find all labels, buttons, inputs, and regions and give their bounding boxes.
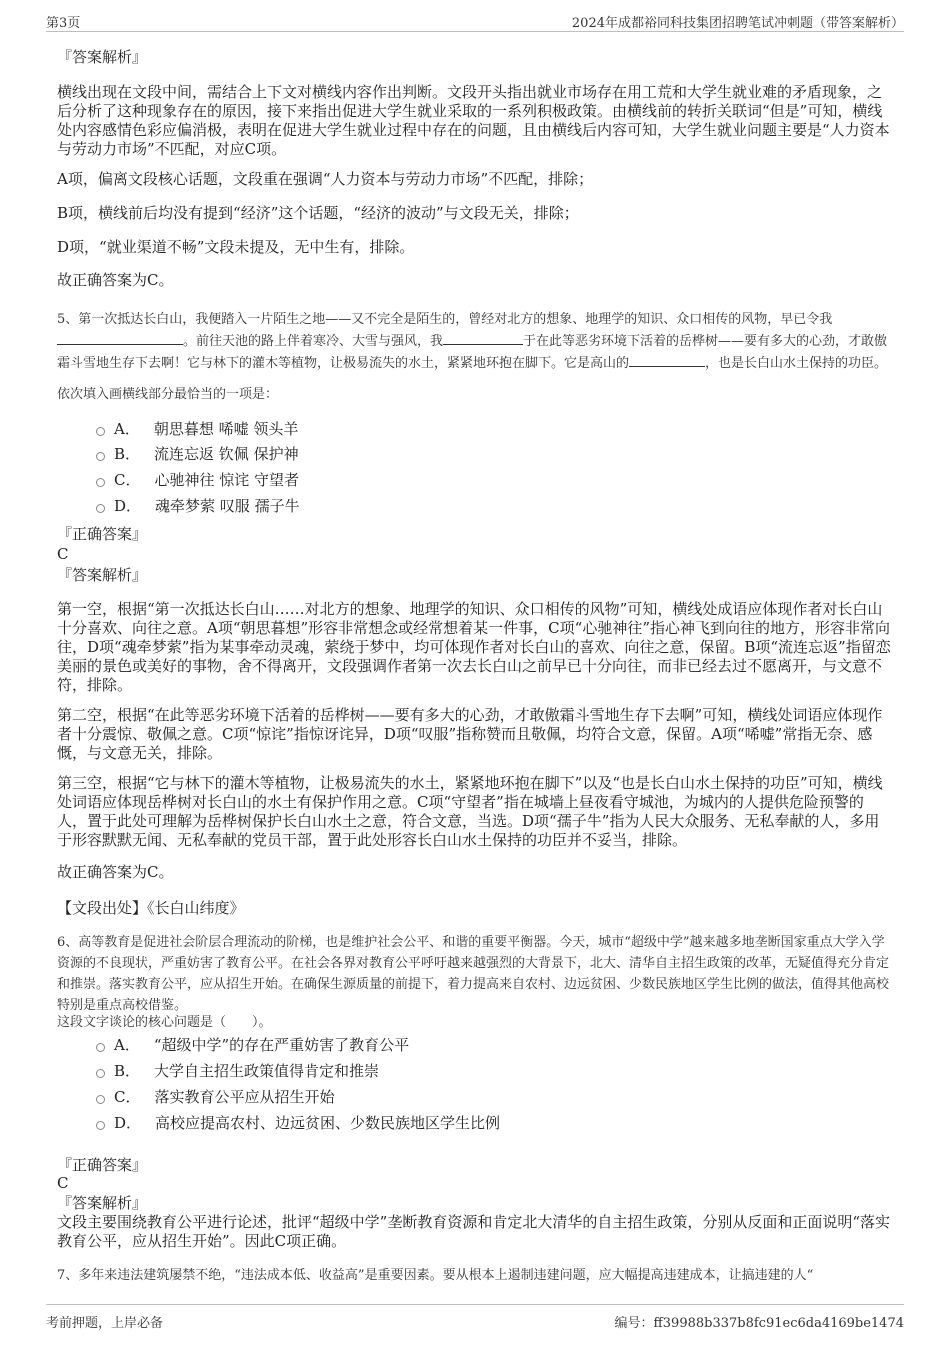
q5-analysis-para-1: 第一空，根据“第一次抵达长白山……对北方的想象、地理学的知识、众口相传的风物”可知，横线处成语应体现作者对长白山十分喜欢、向往之意。A项“朝思暮想”形容非常想念或经常想着某一件事，C项“心驰神往”指心神飞到向往的地方，形容非常向往，D项“魂牵梦萦”指为某事牵动灵魂，萦绕于梦中，均可体现作者对长白山的喜欢、向往之意，保留。B项“流连忘返”指留恋美丽的景色或美好的事物，舍不得离开，文段强调作者第一次去长白山之前早已十分向往，而非已经去过不愿离开，与文意不符，排除。 [57,600,891,694]
q5-answer-label: 『正确答案』 [57,525,148,543]
radio-icon[interactable] [96,1121,105,1130]
option-key: A． [114,1036,140,1054]
footer-code-label: 编号： [614,1316,654,1331]
q5-prompt: 依次填入画横线部分最恰当的一项是： [57,387,279,402]
option-text: 大学自主招生政策值得肯定和推崇 [154,1062,380,1080]
q6-answer-label: 『正确答案』 [57,1156,148,1174]
page-number: 第3页 [46,16,81,31]
q5-conclusion: 故正确答案为C。 [57,863,174,881]
option-text: 朝思暮想 唏嘘 领头羊 [153,420,299,438]
q4-conclusion: 故正确答案为C。 [57,271,174,289]
q5-stem-part-3: 于在此等恶劣环境下活着的岳桦树——要有多大的心劲，才敢傲霜斗雪地生存下去啊！它与林下的灌木等植物，让极易流失的水土，紧紧地环抱在脚下。它是高山的 [57,334,888,371]
q4-analysis-label: 『答案解析』 [57,48,148,66]
q6-answer: C [57,1174,69,1192]
q6-analysis-label: 『答案解析』 [57,1194,148,1212]
option-key: C． [114,1088,141,1106]
q6-option-b[interactable] [96,1061,379,1081]
option-key: B． [114,445,141,463]
footer-slogan: 考前押题，上岸必备 [46,1316,164,1331]
option-key: D． [114,1114,142,1132]
q5-blank-3 [629,352,705,367]
q5-source: 【文段出处】《长白山纬度》 [57,899,245,917]
radio-icon[interactable] [96,427,105,436]
q7-stem: 7、多年来违法建筑屡禁不绝，“违法成本低、收益高”是重要因素。要从根本上遏制违建问题，应大幅提高违建成本，让搞违建的人“ [57,1268,814,1283]
option-text: “超级中学”的存在严重妨害了教育公平 [153,1036,410,1054]
option-text: 落实教育公平应从招生开始 [154,1088,335,1106]
q6-stem: 6、高等教育是促进社会阶层合理流动的阶梯，也是维护社会公平、和谐的重要平衡器。今天，城市“超级中学”越来越多地垄断国家重点大学入学资源的不良现状，严重妨害了教育公平。在社会各界对教育公平呼吁越来越强烈的大背景下，北大、清华自主招生政策的改革，无疑值得充分肯定和推崇。落实教育公平，应从招生开始。在确保生源质量的前提下，着力提高来自农村、边远贫困、少数民族地区学生比例的做法，值得其他高校特别是重点高校借鉴。 [57,935,890,1013]
q4-analysis-text: 横线出现在文段中间，需结合上下文对横线内容作出判断。文段开头指出就业市场存在用工荒和大学生就业难的矛盾现象，之后分析了这种现象存在的原因，接下来指出促进大学生就业采取的一系列积极政策。由横线前的转折关联词“但是”可知，横线处内容感情色彩应偏消极，表明在促进大学生就业过程中存在的问题，且由横线后内容可知，大学生就业问题主要是“人力资本与劳动力市场”不匹配，对应C项。 [57,83,890,158]
q5-answer: C [57,545,69,563]
q5-stem-part-1: 5、第一次抵达长白山，我便踏入一片陌生之地——又不完全是陌生的，曾经对北方的想象、地理学的知识、众口相传的风物，早已令我 [57,312,833,327]
q4-option-d-note: D项，“就业渠道不畅”文段未提及，无中生有，排除。 [57,238,415,256]
q5-option-d[interactable] [96,496,300,516]
document-title: 2024年成都裕同科技集团招聘笔试冲刺题（带答案解析） [571,16,904,31]
radio-icon[interactable] [96,1095,105,1104]
option-text: 流连忘返 钦佩 保护神 [154,445,299,463]
radio-icon[interactable] [96,478,105,487]
q6-option-d[interactable] [96,1113,500,1133]
q5-option-c[interactable] [96,470,299,490]
q6-option-a[interactable] [96,1035,409,1055]
q4-option-a-note: A项，偏离文段核心话题，文段重在强调“人力资本与劳动力市场”不匹配，排除； [57,170,594,188]
q4-option-b-note: B项，横线前后均没有提到“经济”这个话题，“经济的波动”与文段无关，排除； [57,204,579,222]
option-key: A． [114,420,140,438]
footer-code [615,1312,904,1331]
q6-prompt: 这段文字谈论的核心问题是（ ）。 [57,1015,272,1030]
radio-icon[interactable] [96,452,105,461]
radio-icon[interactable] [96,1069,105,1078]
q5-analysis-label: 『答案解析』 [57,566,148,584]
q5-option-b[interactable] [96,444,299,464]
footer-divider [46,1304,904,1305]
option-text: 高校应提高农村、边远贫困、少数民族地区学生比例 [155,1114,501,1132]
footer-code-value: ff39988b337b8fc91ec6da4169be1474 [653,1316,904,1331]
q5-stem-part-4: ，也是长白山水土保持的功臣。 [705,356,888,371]
option-key: C． [114,471,141,489]
option-key: D． [114,497,142,515]
radio-icon[interactable] [96,1043,105,1052]
q5-stem [57,309,893,374]
option-text: 心驰神往 惊诧 守望者 [154,471,300,489]
q5-analysis-para-2: 第二空，根据“在此等恶劣环境下活着的岳桦树——要有多大的心劲，才敢傲霜斗雪地生存下去啊”可知，横线处词语应体现作者十分震惊、敬佩之意。C项“惊诧”指惊讶诧异，D项“叹服”指称赞而且敬佩，均符合文意，保留。A项“唏嘘”常指无奈、感慨，与文意无关，排除。 [57,706,883,762]
q5-blank-2 [443,330,523,345]
option-key: B． [114,1062,141,1080]
q5-blank-1 [57,330,183,345]
q5-option-a[interactable] [96,419,298,439]
q5-stem-part-2: 。前往天池的路上伴着寒冷、大雪与强风，我 [183,334,444,349]
q6-option-c[interactable] [96,1087,335,1107]
radio-icon[interactable] [96,504,105,513]
option-text: 魂牵梦萦 叹服 孺子牛 [155,497,300,515]
header-divider [46,31,904,32]
q6-analysis-text: 文段主要围绕教育公平进行论述，批评“超级中学”垄断教育资源和肯定北大清华的自主招生政策，分别从反面和正面说明“落实教育公平，应从招生开始”。因此C项正确。 [57,1213,891,1250]
q5-analysis-para-3: 第三空，根据“它与林下的灌木等植物，让极易流失的水土，紧紧地环抱在脚下”以及“也是长白山水土保持的功臣”可知，横线处词语应体现岳桦树对长白山的水土有保护作用之意。C项“守望者”指在城墙上昼夜看守城池，为城内的人提供危险预警的人，置于此处可理解为岳桦树保护长白山水土之意，符合文意，当选。D项“孺子牛”指为人民大众服务、无私奉献的人，多用于形容默默无闻、无私奉献的党员干部，置于此处形容长白山水土保持的功臣并不妥当，排除。 [57,774,883,849]
